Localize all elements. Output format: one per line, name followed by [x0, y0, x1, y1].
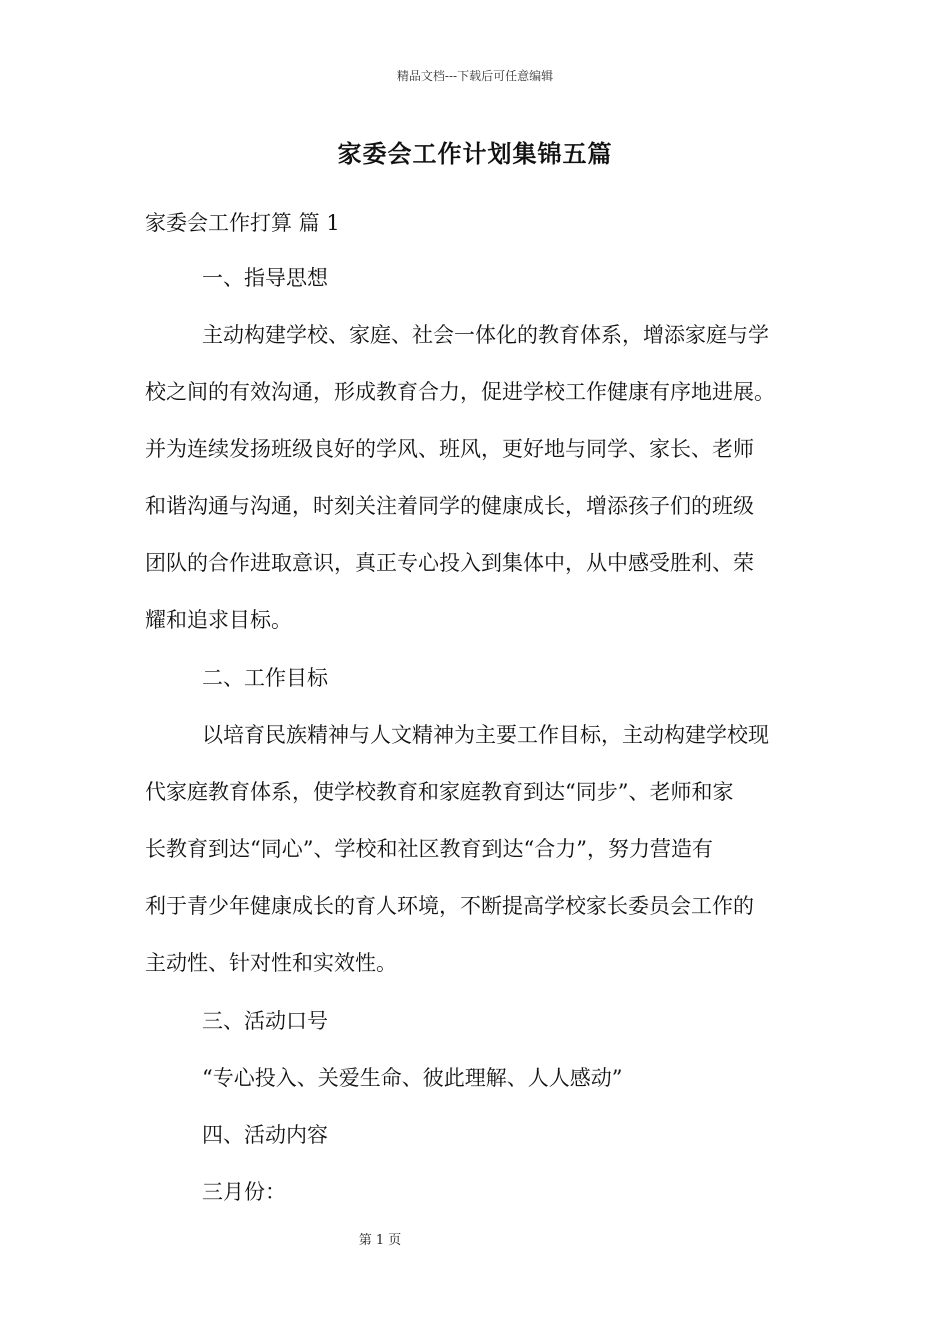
paragraph-line: 校之间的有效沟通，形成教育合力，促进学校工作健康有序地进展。: [145, 380, 775, 404]
paragraph-line: 利于青少年健康成长的育人环境，不断提高学校家长委员会工作的: [145, 894, 754, 918]
page-number: 第 1 页: [358, 1233, 402, 1248]
paragraph-line: 耀和追求目标。: [145, 608, 292, 632]
paragraph-line: 代家庭教育体系，使学校教育和家庭教育到达“同步”、老师和家: [145, 780, 734, 804]
paragraph-line: 长教育到达“同心”、学校和社区教育到达“合力”，努力营造有: [145, 837, 713, 861]
heading-activity-slogan: 三、活动口号: [202, 1009, 328, 1033]
month-label: 三月份：: [202, 1180, 286, 1204]
paragraph-line: 团队的合作进取意识，真正专心投入到集体中，从中感受胜利、荣: [145, 551, 754, 575]
header-note: 精品文档---下载后可任意编辑: [396, 69, 554, 83]
section-heading: 家委会工作打算 篇 1: [145, 211, 340, 235]
paragraph-line: 以培育民族精神与人文精神为主要工作目标，主动构建学校现: [202, 723, 769, 747]
paragraph-line: 主动构建学校、家庭、社会一体化的教育体系，增添家庭与学: [202, 323, 769, 347]
paragraph-line: 和谐沟通与沟通，时刻关注着同学的健康成长，增添孩子们的班级: [145, 494, 754, 518]
paragraph-line: 并为连续发扬班级良好的学风、班风，更好地与同学、家长、老师: [145, 437, 754, 461]
heading-guiding-ideology: 一、指导思想: [202, 266, 328, 290]
slogan-text: “专心投入、关爱生命、彼此理解、人人感动”: [202, 1066, 623, 1090]
document-title: 家委会工作计划集锦五篇: [337, 139, 613, 168]
paragraph-line: 主动性、针对性和实效性。: [145, 951, 397, 975]
heading-activity-content: 四、活动内容: [202, 1123, 328, 1147]
heading-work-goals: 二、工作目标: [202, 666, 328, 690]
